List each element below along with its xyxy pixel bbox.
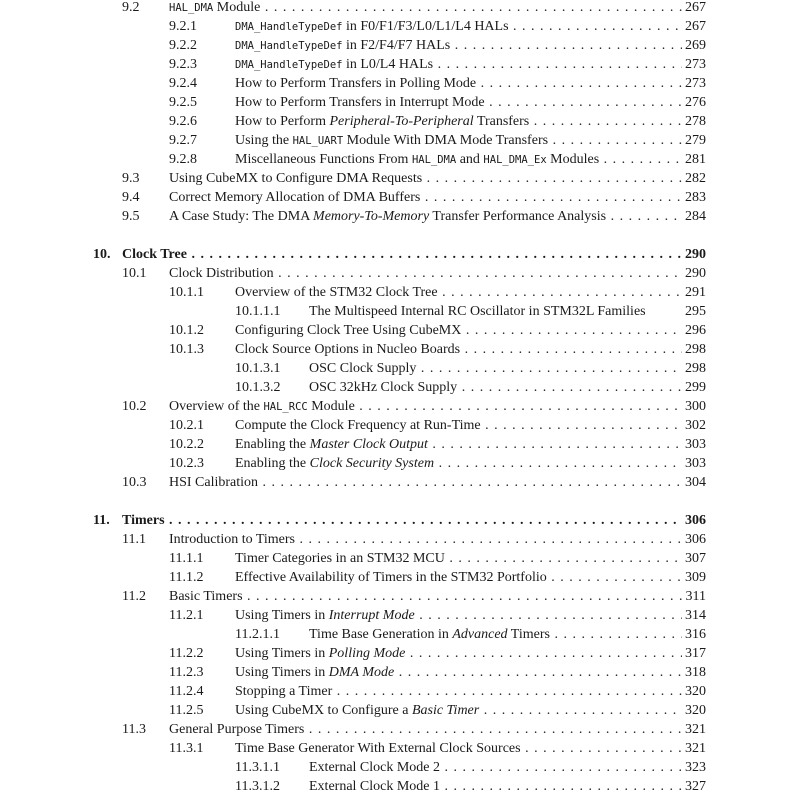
title-text: Stopping a Timer	[235, 684, 333, 699]
page-number: 311	[685, 589, 706, 604]
section-number: 11.	[93, 513, 110, 528]
title-text: Modules	[546, 152, 600, 167]
section-number: 10.1.1	[169, 285, 204, 300]
section-number: 11.2.4	[169, 684, 204, 699]
section-title	[235, 682, 682, 701]
section-title	[169, 473, 682, 492]
toc-entry-row[interactable]	[0, 644, 800, 663]
section-title	[235, 435, 682, 454]
title-text: External Clock Mode 1	[309, 779, 441, 794]
section-number: 10.1.3.2	[235, 380, 281, 395]
title-text: Using Timers in	[235, 646, 329, 661]
section-title	[235, 283, 682, 302]
title-text: Clock Tree	[122, 247, 187, 262]
section-number: 9.2	[122, 0, 140, 15]
title-text: OSC 32kHz Clock Supply	[309, 380, 458, 395]
toc-entry-row[interactable]	[0, 302, 800, 321]
page-number: 298	[685, 342, 706, 357]
title-text: Miscellaneous Functions From	[235, 152, 412, 167]
section-number: 11.1.2	[169, 570, 204, 585]
code-term: DMA_HandleTypeDef	[235, 21, 343, 33]
page-number: 303	[685, 437, 706, 452]
section-number: 10.1.3	[169, 342, 204, 357]
section-number: 9.3	[122, 171, 140, 186]
section-number: 10.1	[122, 266, 147, 281]
page-number: 300	[685, 399, 706, 414]
toc-entry-row[interactable]	[0, 36, 800, 55]
toc-entry-row[interactable]	[0, 587, 800, 606]
toc-entry-row[interactable]	[0, 473, 800, 492]
toc-entry-row[interactable]	[0, 264, 800, 283]
italic-term: Peripheral-To-Peripheral	[329, 114, 474, 129]
title-text: Using the	[235, 133, 293, 148]
page-number: 273	[685, 76, 706, 91]
section-title	[235, 150, 682, 170]
section-number: 11.3	[122, 722, 146, 737]
title-text: A Case Study: The DMA	[169, 209, 314, 224]
page-number: 317	[685, 646, 706, 661]
section-title	[169, 188, 682, 207]
toc-entry-row[interactable]	[0, 112, 800, 131]
section-title	[235, 644, 682, 663]
section-title	[309, 777, 682, 796]
section-number: 10.1.1.1	[235, 304, 281, 319]
section-number: 11.3.1.1	[235, 760, 280, 775]
section-title	[169, 587, 682, 606]
title-text: Timers	[507, 627, 550, 642]
toc-entry-row[interactable]	[0, 720, 800, 739]
section-title	[235, 739, 682, 758]
section-number: 9.2.5	[169, 95, 197, 110]
section-title	[235, 131, 682, 151]
title-text: Module	[307, 399, 355, 414]
page-number: 316	[685, 627, 706, 642]
section-number: 9.2.2	[169, 38, 197, 53]
italic-term: Master Clock Output	[309, 437, 428, 452]
title-text: in L0/L4 HALs	[342, 57, 434, 72]
toc-entry-row[interactable]	[0, 549, 800, 568]
toc-entry-row[interactable]	[0, 454, 800, 473]
toc-entry-row[interactable]	[0, 701, 800, 720]
toc-entry-row[interactable]	[0, 359, 800, 378]
toc-entry-row[interactable]	[0, 435, 800, 454]
toc-entry-row[interactable]	[0, 663, 800, 682]
section-title	[235, 340, 682, 359]
section-number: 11.2.1.1	[235, 627, 280, 642]
title-text: Time Base Generator With External Clock Sources	[235, 741, 521, 756]
title-text: Clock Distribution	[169, 266, 274, 281]
section-title	[235, 17, 682, 37]
title-text: in F0/F1/F3/L0/L1/L4 HALs	[342, 19, 509, 34]
toc-entry-row[interactable]	[0, 625, 800, 644]
section-title	[309, 378, 682, 397]
page-number: 309	[685, 570, 706, 585]
toc-entry-row[interactable]	[0, 397, 800, 416]
page-number: 299	[685, 380, 706, 395]
section-title	[235, 701, 682, 720]
section-title	[169, 530, 682, 549]
page-number: 283	[685, 190, 706, 205]
page-number: 318	[685, 665, 706, 680]
italic-term: DMA Mode	[328, 665, 395, 680]
section-number: 9.2.3	[169, 57, 197, 72]
section-number: 11.2.2	[169, 646, 204, 661]
section-title	[235, 112, 682, 131]
page-number: 306	[685, 513, 706, 528]
title-text: How to Perform Transfers in Polling Mode	[235, 76, 477, 91]
code-term: DMA_HandleTypeDef	[235, 59, 343, 71]
title-text: Module	[213, 0, 261, 15]
section-number: 9.5	[122, 209, 140, 224]
title-text: Enabling the	[235, 456, 310, 471]
section-number: 9.2.7	[169, 133, 197, 148]
italic-term: Advanced	[452, 627, 508, 642]
code-term: HAL_DMA_Ex	[483, 154, 547, 166]
toc-entry-row[interactable]	[0, 682, 800, 701]
section-title	[235, 549, 682, 568]
section-number: 9.2.8	[169, 152, 197, 167]
section-title	[235, 36, 682, 56]
section-number: 10.2.3	[169, 456, 204, 471]
toc-chapter-row[interactable]	[0, 245, 800, 264]
section-number: 10.2.2	[169, 437, 204, 452]
page-number: 320	[685, 703, 706, 718]
section-number: 11.2.5	[169, 703, 204, 718]
title-text: Time Base Generation in	[309, 627, 453, 642]
toc-entry-row[interactable]	[0, 0, 800, 17]
toc-entry-row[interactable]	[0, 606, 800, 625]
section-title	[169, 207, 682, 226]
section-title	[235, 606, 682, 625]
page-number: 278	[685, 114, 706, 129]
section-title	[309, 758, 682, 777]
title-text: General Purpose Timers	[169, 722, 305, 737]
toc-entry-row[interactable]	[0, 739, 800, 758]
title-text: OSC Clock Supply	[309, 361, 417, 376]
section-number: 11.3.1.2	[235, 779, 280, 794]
italic-term: Memory-To-Memory	[313, 209, 430, 224]
title-text: Basic Timers	[169, 589, 243, 604]
section-number: 9.2.6	[169, 114, 197, 129]
page-number: 290	[685, 266, 706, 281]
toc-entry-row[interactable]	[0, 131, 800, 150]
title-text: Introduction to Timers	[169, 532, 296, 547]
toc-entry-row[interactable]	[0, 378, 800, 397]
italic-term: Basic Timer	[411, 703, 480, 718]
title-text: Compute the Clock Frequency at Run-Time	[235, 418, 481, 433]
page-number: 281	[685, 152, 706, 167]
section-title	[169, 720, 682, 739]
code-term: DMA_HandleTypeDef	[235, 40, 343, 52]
section-title	[309, 359, 682, 378]
title-text: Module With DMA Mode Transfers	[343, 133, 549, 148]
page-number: 306	[685, 532, 706, 547]
title-text: How to Perform Transfers in Interrupt Mode	[235, 95, 485, 110]
page-number: 314	[685, 608, 706, 623]
section-title	[235, 568, 682, 587]
section-number: 11.3.1	[169, 741, 204, 756]
section-title	[122, 511, 682, 530]
toc-entry-row[interactable]	[0, 17, 800, 36]
title-text: Overview of the STM32 Clock Tree	[235, 285, 438, 300]
title-text: and	[456, 152, 484, 167]
title-text: Configuring Clock Tree Using CubeMX	[235, 323, 462, 338]
section-title	[309, 302, 646, 321]
page-number: 321	[685, 741, 706, 756]
page-number: 298	[685, 361, 706, 376]
italic-term: Interrupt Mode	[328, 608, 415, 623]
section-number: 11.1	[122, 532, 146, 547]
title-text: Transfer Performance Analysis	[429, 209, 607, 224]
toc-entry-row[interactable]	[0, 207, 800, 226]
section-title	[235, 74, 682, 93]
page-number: 302	[685, 418, 706, 433]
page-number: 267	[685, 0, 706, 15]
page-number: 291	[685, 285, 706, 300]
section-title	[235, 55, 682, 75]
section-title	[169, 0, 682, 18]
code-term: HAL_DMA	[169, 2, 214, 14]
title-text: Overview of the	[169, 399, 264, 414]
section-number: 10.	[93, 247, 111, 262]
section-title	[169, 169, 682, 188]
page-number: 303	[685, 456, 706, 471]
page-number: 320	[685, 684, 706, 699]
title-text: External Clock Mode 2	[309, 760, 441, 775]
title-text: Timers	[122, 513, 165, 528]
section-title	[309, 625, 682, 644]
code-term: HAL_RCC	[263, 401, 308, 413]
title-text: Clock Source Options in Nucleo Boards	[235, 342, 461, 357]
page-number: 267	[685, 19, 706, 34]
title-text: Using Timers in	[235, 665, 329, 680]
page-number: 284	[685, 209, 706, 224]
title-text: Using Timers in	[235, 608, 329, 623]
section-number: 9.2.1	[169, 19, 197, 34]
section-number: 10.3	[122, 475, 147, 490]
title-text: Using CubeMX to Configure a	[235, 703, 412, 718]
title-text: Timer Categories in an STM32 MCU	[235, 551, 445, 566]
toc-entry-row[interactable]	[0, 188, 800, 207]
title-text: Effective Availability of Timers in the STM32 Portfolio	[235, 570, 547, 585]
page-number: 282	[685, 171, 706, 186]
page-number: 327	[685, 779, 706, 794]
code-term: HAL_UART	[292, 135, 344, 147]
toc-entry-row[interactable]	[0, 321, 800, 340]
toc-entry-row[interactable]	[0, 74, 800, 93]
title-text: Enabling the	[235, 437, 310, 452]
section-number: 11.1.1	[169, 551, 204, 566]
toc-entry-row[interactable]	[0, 283, 800, 302]
toc-entry-row[interactable]	[0, 416, 800, 435]
toc-entry-row[interactable]	[0, 777, 800, 796]
section-number: 10.1.3.1	[235, 361, 281, 376]
page-number: 273	[685, 57, 706, 72]
toc-entry-row[interactable]	[0, 93, 800, 112]
section-number: 10.1.2	[169, 323, 204, 338]
page-number: 307	[685, 551, 706, 566]
toc-entry-row[interactable]	[0, 340, 800, 359]
toc-entry-row[interactable]	[0, 169, 800, 188]
page-number: 323	[685, 760, 706, 775]
italic-term: Clock Security System	[309, 456, 435, 471]
page-number: 304	[685, 475, 706, 490]
page-number: 279	[685, 133, 706, 148]
section-title	[169, 397, 682, 417]
page-number: 296	[685, 323, 706, 338]
page-number: 276	[685, 95, 706, 110]
toc-entry-row[interactable]	[0, 568, 800, 587]
title-text: The Multispeed Internal RC Oscillator in STM32L Families	[309, 304, 646, 319]
section-title	[235, 416, 682, 435]
section-title	[235, 454, 682, 473]
section-number: 11.2.3	[169, 665, 204, 680]
section-title	[169, 264, 682, 283]
toc-entry-row[interactable]	[0, 530, 800, 549]
toc-entry-row[interactable]	[0, 150, 800, 169]
section-number: 11.2.1	[169, 608, 204, 623]
toc-entry-row[interactable]	[0, 758, 800, 777]
title-text: How to Perform	[235, 114, 330, 129]
section-title	[235, 93, 682, 112]
page-number: 321	[685, 722, 706, 737]
section-title	[235, 321, 682, 340]
toc-chapter-row[interactable]	[0, 511, 800, 530]
italic-term: Polling Mode	[328, 646, 406, 661]
section-title	[235, 663, 682, 682]
section-number: 11.2	[122, 589, 146, 604]
page-number: 269	[685, 38, 706, 53]
title-text: HSI Calibration	[169, 475, 259, 490]
toc-entry-row[interactable]	[0, 55, 800, 74]
section-title	[122, 245, 682, 264]
title-text: Transfers	[473, 114, 530, 129]
section-number: 10.2.1	[169, 418, 204, 433]
section-number: 9.4	[122, 190, 140, 205]
title-text: Using CubeMX to Configure DMA Requests	[169, 171, 423, 186]
section-number: 9.2.4	[169, 76, 197, 91]
page-number: 295	[685, 304, 706, 319]
title-text: Correct Memory Allocation of DMA Buffers	[169, 190, 421, 205]
title-text: in F2/F4/F7 HALs	[342, 38, 451, 53]
code-term: HAL_DMA	[411, 154, 457, 166]
page-number: 290	[685, 247, 706, 262]
section-number: 10.2	[122, 399, 147, 414]
